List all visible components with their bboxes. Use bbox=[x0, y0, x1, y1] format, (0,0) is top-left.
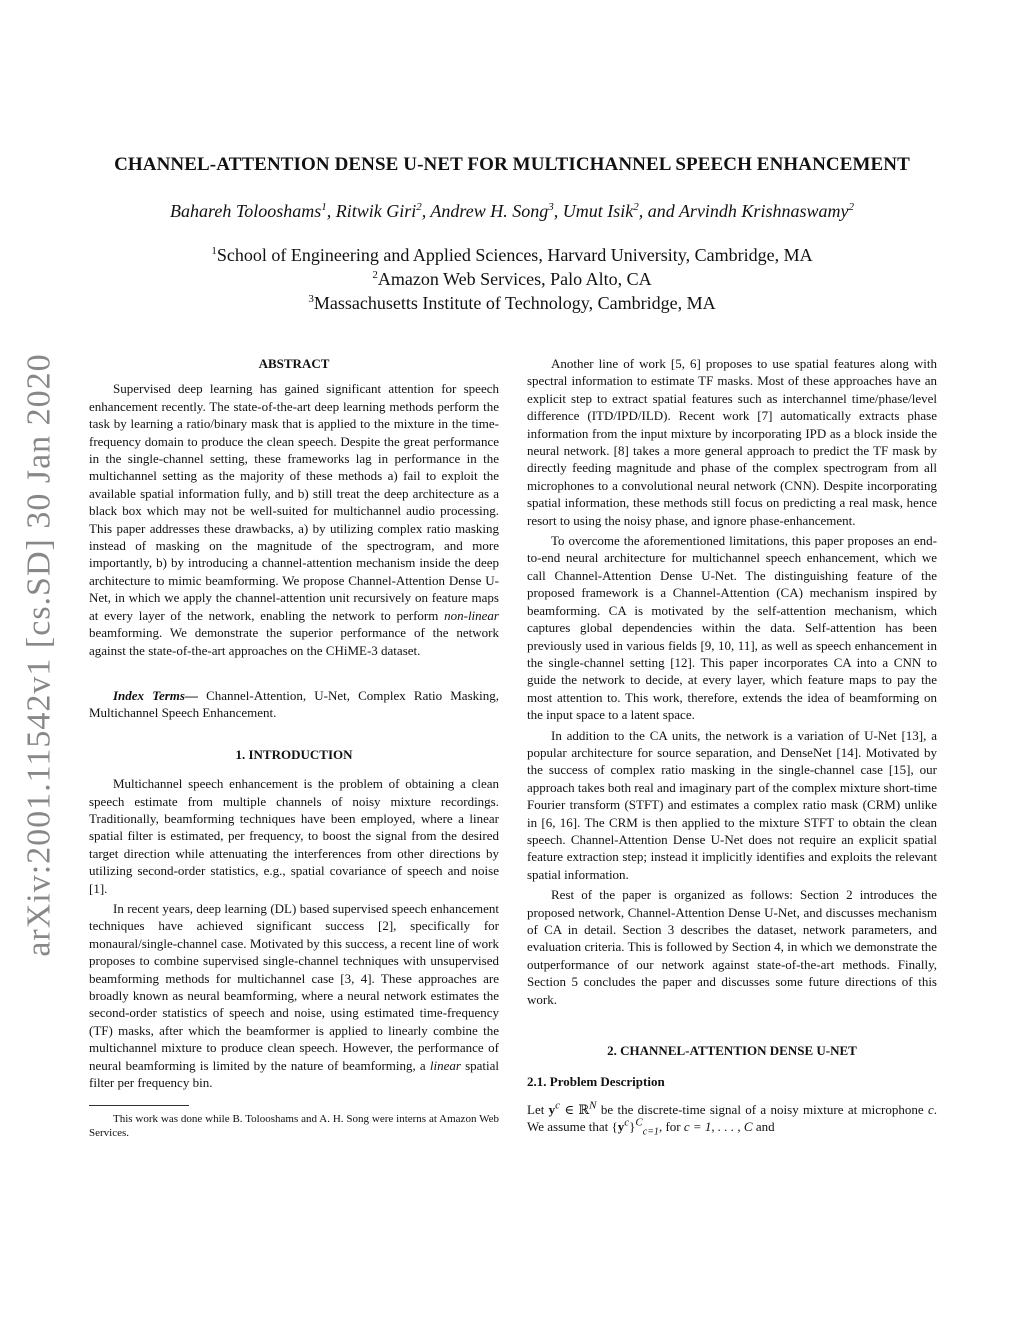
math-superscript: C bbox=[635, 1116, 643, 1129]
math-variable: c bbox=[927, 1101, 934, 1117]
author-name: Umut Isik bbox=[562, 201, 634, 221]
abstract-heading: ABSTRACT bbox=[258, 356, 330, 371]
footnote-rule bbox=[89, 1105, 189, 1106]
affiliations bbox=[0, 243, 1024, 315]
author-affil-mark: 2 bbox=[848, 201, 854, 213]
subsection-2-1-heading: 2.1. Problem Description bbox=[527, 1074, 665, 1090]
author-name: Ritwik Giri bbox=[335, 201, 417, 221]
intro-text: In recent years, deep learning (DL) based supervised speech enhancement techniques have achieved significant success [2], specifically for monaural/single-channel case. Motivated by this success, a recent line of work proposes to combine supervised single-channel techniques with unsupervised beamforming methods for multichannel case [3, 4]. These approaches are broadly known as neural beamforming, where a neural network estimates the second-order statistics of speech and noise, using estimated time-frequency (TF) masks, after which the beamformer is applied to linearly combine the multichannel mixture to produce clean speech. However, the performance of neural beamforming is limited by the nature of beamforming, a bbox=[89, 900, 499, 1073]
abstract-text: Supervised deep learning has gained significant attention for speech enhancement recently. The state-of-the-art deep learning methods perform the task by learning a ratio/binary mask that is applied to the mixture in the time-frequency domain to produce the clean speech. Despite the great performance in the single-channel setting, these frameworks lag in performance in the multichannel setting as the majority of these methods a) fail to exploit the available spatial information fully, and b) still treat the deep architecture as a black box which may not be well-suited for multichannel audio processing. This paper addresses these drawbacks, a) by utilizing complex ratio masking instead of masking on the magnitude of the spectrogram, and more importantly, b) by introducing a channel-attention mechanism inside the deep architecture to mimic beamforming. We propose Channel-Attention Dense U-Net, in which we apply the channel-attention unit recursively on feature maps at every layer of the network, enabling the network to perform bbox=[89, 381, 499, 623]
index-terms bbox=[89, 687, 499, 722]
section-2-heading: 2. CHANNEL-ATTENTION DENSE U-NET bbox=[607, 1043, 857, 1059]
math-vector: y bbox=[548, 1101, 556, 1117]
author-list bbox=[0, 201, 1024, 222]
affiliation-mark: 2 bbox=[372, 269, 378, 281]
author-name: Andrew H. Song bbox=[430, 201, 549, 221]
intro-emphasis: linear bbox=[429, 1057, 461, 1073]
math-vector: y bbox=[617, 1119, 625, 1135]
body-text: . We assume that { bbox=[527, 1101, 937, 1135]
body-text: Let bbox=[527, 1101, 549, 1117]
paper-title: CHANNEL-ATTENTION DENSE U-NET FOR MULTICHANNEL SPEECH ENHANCEMENT bbox=[114, 154, 910, 175]
affiliation-text: Massachusetts Institute of Technology, Cambridge, MA bbox=[313, 293, 716, 313]
author-name: Arvindh Krishnaswamy bbox=[678, 201, 849, 221]
author-affil-mark: 1 bbox=[321, 201, 327, 213]
author-affil-mark: 2 bbox=[416, 201, 422, 213]
affiliation-line bbox=[0, 243, 1024, 267]
right-column bbox=[527, 355, 937, 1139]
index-terms-text: Channel-Attention, U-Net, Complex Ratio Masking, Multichannel Speech Enhancement. bbox=[89, 687, 499, 721]
author-affil-mark: 3 bbox=[548, 201, 554, 213]
math-superscript: c bbox=[624, 1116, 630, 1129]
author-separator: , bbox=[326, 201, 336, 221]
body-text: ∈ ℝ bbox=[560, 1101, 590, 1117]
body-paragraph: To overcome the aforementioned limitations, this paper proposes an end-to-end neural architecture for multichannel speech enhancement, which we call Channel-Attention Dense U-Net. The distinguishing feature of the proposed framework is a Channel-Attention (CA) mechanism inspired by beamforming. CA is motivated by the self-attention mechanism, which captures global dependencies within the data. Self-attention has been previously used in various fields [9, 10, 11], as well as speech enhancement in the single-channel setting [12]. This paper incorporates CA into a CNN to guide the network to decide, at every layer, which feature maps to pay the most attention to. This work, therefore, extends the idea of beamforming on the input space to a latent space. bbox=[527, 533, 937, 723]
math-superscript: c bbox=[555, 1099, 561, 1112]
intro-paragraph: Multichannel speech enhancement is the problem of obtaining a clean speech estimate from multiple channels of noisy mixture recordings. Traditionally, beamforming techniques have been employed, where a linear spatial filter is estimated, per frequency, to boost the signal from the desired target direction while attenuating the interferences from other directions by utilizing second-order statistics, e.g., spatial covariance of speech and noise [1]. bbox=[89, 776, 499, 896]
abstract-paragraph bbox=[89, 380, 499, 659]
author-separator: , bbox=[421, 201, 431, 221]
body-text: and bbox=[752, 1119, 775, 1135]
affiliation-line bbox=[0, 267, 1024, 291]
affiliation-text: School of Engineering and Applied Sciences, Harvard University, Cambridge, MA bbox=[216, 245, 813, 265]
abstract-emphasis: non-linear bbox=[444, 607, 499, 623]
arxiv-stamp-text: arXiv:2001.11542v1 [cs.SD] 30 Jan 2020 bbox=[21, 353, 59, 957]
author-separator: , and bbox=[638, 201, 679, 221]
left-column bbox=[89, 355, 499, 1143]
arxiv-stamp bbox=[8, 353, 72, 957]
author-affil-mark: 2 bbox=[633, 201, 639, 213]
author-name: Bahareh Tolooshams bbox=[170, 201, 322, 221]
body-paragraph bbox=[527, 1101, 937, 1136]
intro-heading: 1. INTRODUCTION bbox=[235, 746, 353, 762]
intro-paragraph bbox=[89, 900, 499, 1091]
author-separator: , bbox=[553, 201, 563, 221]
intro-text: spatial filter per frequency bin. bbox=[89, 1057, 499, 1091]
affiliation-text: Amazon Web Services, Palo Alto, CA bbox=[377, 269, 652, 289]
body-paragraph: Rest of the paper is organized as follows: Section 2 introduces the proposed network, Channel-Attention Dense U-Net, and discusses mechanism of CA in detail. Section 3 describes the dataset, network parameters, and evaluation criteria. This is followed by Section 4, in which we demonstrate the outperformance of our network against state-of-the-art methods. Finally, Section 5 concludes the paper and discusses some future directions of this work. bbox=[527, 887, 937, 1007]
footnote: This work was done while B. Tolooshams and A. H. Song were interns at Amazon Web Services. bbox=[89, 1113, 499, 1140]
body-text: be the discrete-time signal of a noisy mixture at microphone bbox=[596, 1101, 928, 1117]
abstract-text: beamforming. We demonstrate the superior performance of the network against the state-of-the-art approaches on the CHiME-3 dataset. bbox=[89, 625, 499, 658]
math-expression: c = 1, . . . , C bbox=[683, 1119, 753, 1135]
affiliation-mark: 3 bbox=[308, 293, 314, 305]
body-text: } bbox=[629, 1119, 636, 1135]
affiliation-mark: 1 bbox=[211, 245, 217, 257]
body-paragraph: Another line of work [5, 6] proposes to use spatial features along with spectral information to estimate TF masks. Most of these approaches have an explicit step to extract spatial features such as interchannel time/phase/level difference (ITD/IPD/ILD). Recent work [7] automatically extracts phase information from the input mixture by incorporating IPD as a block inside the neural network. [8] takes a more general approach to predict the TF mask by directly feeding magnitude and phase of the complex spectrogram from all microphones to a convolutional neural network (CNN). Despite incorporating spatial information, these methods still focus on predicting a real mask, hence resort to using the noisy phase, and ignore phase-enhancement. bbox=[527, 356, 937, 528]
math-superscript: N bbox=[589, 1099, 597, 1112]
index-terms-label: Index Terms— bbox=[113, 687, 198, 703]
body-paragraph: In addition to the CA units, the network is a variation of U-Net [13], a popular architecture for source separation, and DenseNet [14]. Motivated by the success of complex ratio masking in the single-channel case [15], our approach takes both real and imaginary part of the complex mixture short-time Fourier transform (STFT) and estimates a complex ratio mask (CRM) unlike in [6, 16]. The CRM is then applied to the mixture STFT to obtain the clean speech. Channel-Attention Dense U-Net does not require an explicit spatial feature extraction step; instead it implicitly identifies and exploits the relevant spatial information. bbox=[527, 727, 937, 882]
math-subscript: c=1 bbox=[642, 1126, 659, 1138]
body-text: , for bbox=[658, 1119, 684, 1135]
affiliation-line bbox=[0, 291, 1024, 315]
